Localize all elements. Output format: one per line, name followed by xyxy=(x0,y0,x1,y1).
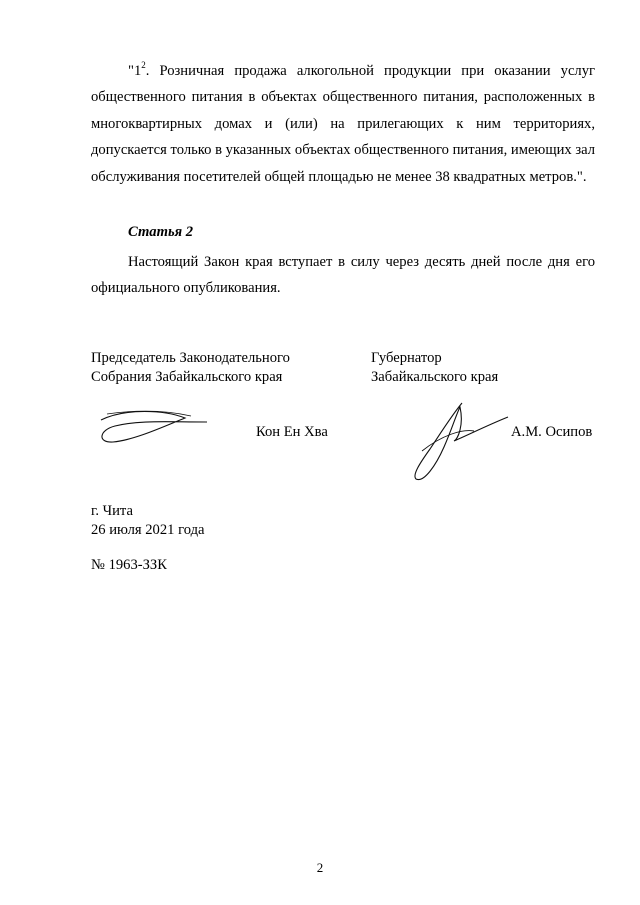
article-heading: Статья 2 xyxy=(128,224,194,240)
superscript: 2 xyxy=(141,60,146,71)
right-signatory-title: Губернатор Забайкальского края xyxy=(371,350,499,385)
right-handwritten-signature xyxy=(402,395,512,485)
left-signatory-name: Кон Ен Хва xyxy=(256,424,328,440)
page-number: 2 xyxy=(316,860,324,875)
law-number: № 1963-ЗЗК xyxy=(91,557,167,573)
right-signatory-name: А.М. Осипов xyxy=(511,424,593,440)
date: 26 июля 2021 года xyxy=(91,522,205,538)
left-signatory-title: Председатель Законодательного Собрания Забайкальского края xyxy=(91,350,290,385)
left-handwritten-signature xyxy=(95,400,215,450)
paragraph-retail-sale: "$1^2$. Розничная продажа алкогольной продукции при оказании услуг общественного питания в объектах общественного питания, расположенных в многоквартирных домах и (или) на прилегающих к ним территориях, допускается только в указанных объектах общественного питания, имеющих зал обслуживания посетителей общей площадью не менее 38 квадратных метров.". xyxy=(91,60,595,185)
article-text: Настоящий Закон края вступает в силу через десять дней после дня его официального опубликования. xyxy=(91,254,595,297)
city: г. Чита xyxy=(91,503,133,519)
